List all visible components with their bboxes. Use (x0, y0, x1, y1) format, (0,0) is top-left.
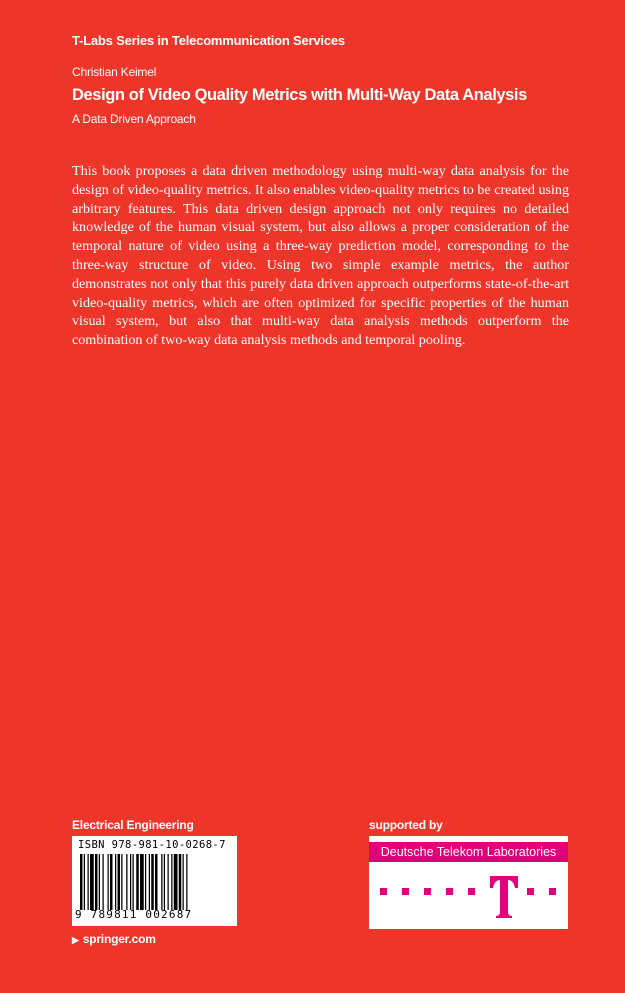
supported-by-label: supported by (369, 818, 443, 832)
book-description: This book proposes a data driven methodology using multi-way data analysis for the design of video-quality metrics. It also enables video-quality metrics to be created using arbitrary features. This data driven design approach not only requires no detailed knowledge of the human visual system, but also allows a proper consideration of the temporal nature of video using a three-way prediction model, corresponding to the three-way structure of video. Using two simple example metrics, the author demonstrates not only that this purely data driven approach outperforms state-of-the-art video-quality metrics, which are often optimized for specific properties of the human visual system, but also that multi-way data analysis methods outperform the combination of two-way data analysis methods and temporal pooling. (72, 163, 569, 349)
publisher-link[interactable] (72, 932, 156, 946)
publisher-url[interactable]: springer.com (82, 932, 156, 946)
book-title: Design of Video Quality Metrics with Multi-Way Data Analysis (72, 86, 527, 104)
barcode-digits: 9 789811 002687 (75, 908, 193, 921)
sponsor-logo-box (369, 836, 568, 929)
barcode-icon (78, 854, 228, 910)
telekom-t-logo-icon (369, 874, 568, 922)
isbn-number: ISBN 978-981-10-0268-7 (78, 839, 226, 851)
series-title: T-Labs Series in Telecommunication Services (72, 33, 345, 48)
author-name: Christian Keimel (72, 65, 157, 79)
sponsor-name: Deutsche Telekom Laboratories (369, 842, 568, 862)
arrow-right-icon: ▶ (72, 935, 79, 945)
book-subtitle: A Data Driven Approach (72, 112, 196, 126)
discipline-label: Electrical Engineering (72, 818, 194, 832)
isbn-barcode (72, 836, 237, 926)
